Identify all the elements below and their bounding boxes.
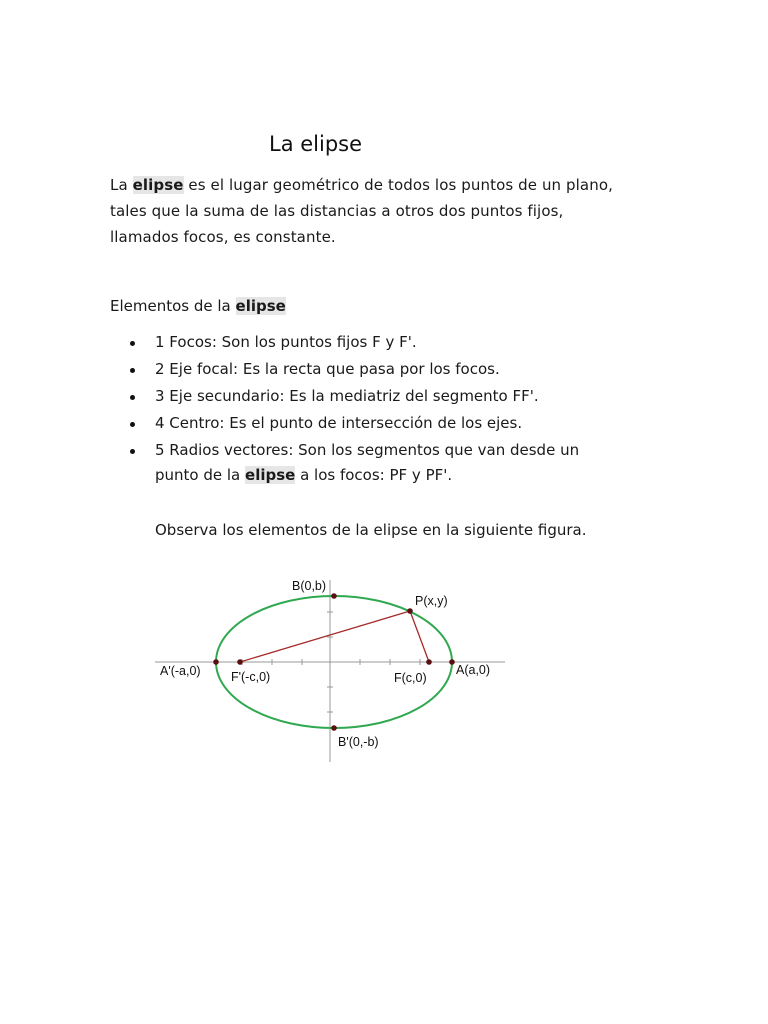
point-a-prime bbox=[213, 659, 219, 665]
label-a: A(a,0) bbox=[456, 663, 491, 677]
observe-caption: Observa los elementos de la elipse en la siguiente figura. bbox=[155, 521, 587, 539]
label-b-prime: B'(0,-b) bbox=[338, 735, 379, 749]
list-item-text: 4 Centro: Es el punto de intersección de los ejes. bbox=[155, 414, 523, 432]
point-f bbox=[426, 659, 432, 665]
list-item-text: 3 Eje secundario: Es la mediatriz del segmento FF'. bbox=[155, 387, 539, 405]
list-item-text: punto de la bbox=[155, 466, 246, 484]
definition-paragraph bbox=[110, 172, 670, 250]
list-item-text: 5 Radios vectores: Son los segmentos que van desde un bbox=[155, 441, 580, 459]
bullet-icon bbox=[130, 395, 135, 400]
list-item bbox=[130, 357, 650, 382]
point-b bbox=[331, 593, 337, 599]
list-item bbox=[130, 384, 650, 409]
point-f-prime bbox=[237, 659, 243, 665]
bullet-icon bbox=[130, 341, 135, 346]
definition-line1: es el lugar geométrico de todos los puntos de un plano, bbox=[183, 176, 613, 194]
label-f-prime: F'(-c,0) bbox=[231, 670, 271, 684]
elements-heading-prefix: Elementos de la bbox=[110, 297, 236, 315]
list-item-text: 2 Eje focal: Es la recta que pasa por los focos. bbox=[155, 360, 500, 378]
elements-heading bbox=[110, 294, 286, 318]
list-item-text: 1 Focos: Son los puntos fijos F y F'. bbox=[155, 333, 417, 351]
list-item bbox=[130, 411, 650, 436]
bullet-icon bbox=[130, 422, 135, 427]
bullet-icon bbox=[130, 449, 135, 454]
list-item-text: a los focos: PF y PF'. bbox=[295, 466, 453, 484]
segment-pf bbox=[410, 611, 429, 662]
list-item bbox=[130, 438, 650, 488]
definition-line2: tales que la suma de las distancias a otros dos puntos fijos, bbox=[110, 202, 564, 220]
segment-pf-prime bbox=[240, 611, 410, 662]
point-b-prime bbox=[331, 725, 337, 731]
definition-line3: llamados focos, es constante. bbox=[110, 228, 336, 246]
ellipse-figure bbox=[150, 570, 520, 765]
keyword-elipse: elipse bbox=[235, 297, 286, 315]
label-b: B(0,b) bbox=[292, 579, 327, 593]
definition-prefix: La bbox=[110, 176, 133, 194]
page-title: La elipse bbox=[269, 132, 363, 156]
label-p: P(x,y) bbox=[415, 594, 448, 608]
keyword-elipse: elipse bbox=[245, 466, 296, 484]
point-a bbox=[449, 659, 455, 665]
elements-list bbox=[130, 330, 650, 490]
bullet-icon bbox=[130, 368, 135, 373]
label-a-prime: A'(-a,0) bbox=[160, 664, 201, 678]
label-f: F(c,0) bbox=[394, 671, 427, 685]
list-item bbox=[130, 330, 650, 355]
point-p bbox=[407, 608, 413, 614]
keyword-elipse: elipse bbox=[132, 176, 184, 194]
